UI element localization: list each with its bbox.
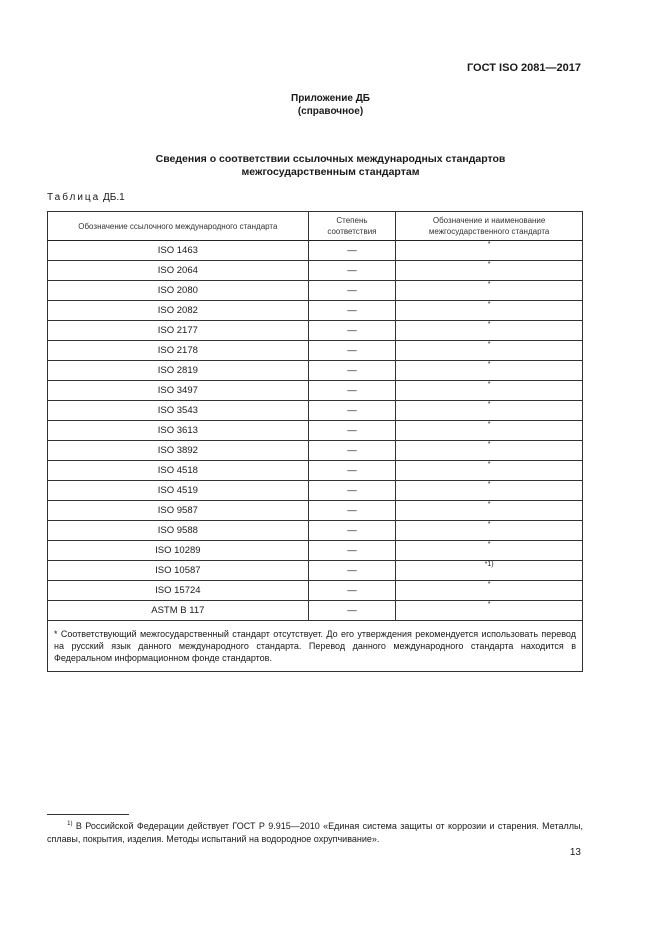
table-caption [47,192,125,203]
table-row [48,261,583,281]
table-row [48,281,583,301]
section-title-line2: межгосударственным стандартам [241,166,420,178]
cell-interstate-mark: * [396,481,583,501]
cell-degree: — [308,281,396,301]
table-row [48,521,583,541]
cell-standard: ISO 2064 [48,261,309,281]
table-row [48,541,583,561]
cell-degree: — [308,421,396,441]
cell-degree: — [308,361,396,381]
cell-degree: — [308,461,396,481]
header-interstate-line1: Обозначение и наименование [432,216,546,225]
cell-standard: ISO 4519 [48,481,309,501]
cell-interstate-mark: * [396,401,583,421]
cell-interstate-mark: * [396,301,583,321]
cell-interstate-mark: * [396,321,583,341]
section-title-line1: Сведения о соответствии ссылочных международных стандартов [155,153,506,165]
table-header-row [48,212,583,241]
page-number: 13 [569,847,581,858]
cell-standard: ISO 2819 [48,361,309,381]
cell-degree: — [308,301,396,321]
document-code: ГОСТ ISO 2081—2017 [466,62,581,74]
cell-standard: ISO 3543 [48,401,309,421]
cell-standard: ISO 3892 [48,441,309,461]
cell-degree: — [308,321,396,341]
cell-degree: — [308,561,396,581]
footnote-text: В Российской Федерации действует ГОСТ Р 9.915—2010 «Единая система защиты от коррозии и старения. Металлы, сплавы, покрытия, изделия. Методы испытаний на водородное охрупчивание». [47,821,583,844]
cell-standard: ISO 2080 [48,281,309,301]
cell-standard: ASTM B 117 [48,601,309,621]
section-title [0,153,661,179]
table-note-row [48,621,583,672]
cell-degree: — [308,601,396,621]
cell-standard: ISO 10587 [48,561,309,581]
cell-standard: ISO 9588 [48,521,309,541]
table-note: * Соответствующий межгосударственный стандарт отсутствует. До его утверждения рекомендуется использовать перевод на русский язык данного международного стандарта. Перевод данного международного стандарта находится в Федеральном информационном фонде стандартов. [48,621,583,672]
header-degree [308,212,396,241]
cell-interstate-mark: * [396,601,583,621]
table-row [48,381,583,401]
cell-degree: — [308,521,396,541]
table-row [48,401,583,421]
reference-standards-table [47,211,583,672]
cell-degree: — [308,241,396,261]
table-row [48,461,583,481]
cell-interstate-mark: * [396,281,583,301]
cell-standard: ISO 2082 [48,301,309,321]
cell-degree: — [308,381,396,401]
footnote [47,818,583,846]
table-row [48,321,583,341]
cell-standard: ISO 3613 [48,421,309,441]
table-row [48,341,583,361]
annex-title: Приложение ДБ [291,93,370,104]
cell-interstate-mark: * [396,501,583,521]
annex-subtitle: (справочное) [297,106,364,117]
cell-standard: ISO 3497 [48,381,309,401]
cell-interstate-mark: * [396,341,583,361]
cell-interstate-mark: * [396,581,583,601]
table-caption-id: ДБ.1 [103,192,125,203]
table-row [48,481,583,501]
cell-degree: — [308,441,396,461]
footnote-marker: 1) [67,821,73,827]
cell-interstate-mark: * [396,541,583,561]
cell-degree: — [308,401,396,421]
cell-degree: — [308,341,396,361]
cell-degree: — [308,581,396,601]
cell-interstate-mark: * [396,261,583,281]
table-row [48,441,583,461]
cell-standard: ISO 10289 [48,541,309,561]
cell-degree: — [308,481,396,501]
annex-heading [0,92,661,118]
header-degree-line2: соответствия [327,227,377,236]
table-row [48,361,583,381]
cell-interstate-mark: *1) [396,561,583,581]
footnote-divider [47,814,129,815]
cell-standard: ISO 2177 [48,321,309,341]
cell-degree: — [308,501,396,521]
cell-degree: — [308,261,396,281]
cell-standard: ISO 4518 [48,461,309,481]
table-row [48,561,583,581]
cell-interstate-mark: * [396,441,583,461]
cell-standard: ISO 9587 [48,501,309,521]
cell-interstate-mark: * [396,461,583,481]
table-row [48,421,583,441]
header-interstate [396,212,583,241]
table-row [48,501,583,521]
cell-interstate-mark: * [396,361,583,381]
table-row [48,301,583,321]
cell-interstate-mark: * [396,521,583,541]
cell-interstate-mark: * [396,381,583,401]
table-row [48,581,583,601]
cell-standard: ISO 15724 [48,581,309,601]
table-row [48,601,583,621]
cell-standard: ISO 2178 [48,341,309,361]
table-caption-word: Таблица [47,192,101,203]
header-interstate-line2: межгосударственного стандарта [428,227,550,236]
header-degree-line1: Степень [336,216,368,225]
cell-standard: ISO 1463 [48,241,309,261]
header-standard: Обозначение ссылочного международного стандарта [48,212,309,241]
table-body [48,241,583,621]
cell-interstate-mark: * [396,241,583,261]
table-row [48,241,583,261]
cell-degree: — [308,541,396,561]
cell-interstate-mark: * [396,421,583,441]
